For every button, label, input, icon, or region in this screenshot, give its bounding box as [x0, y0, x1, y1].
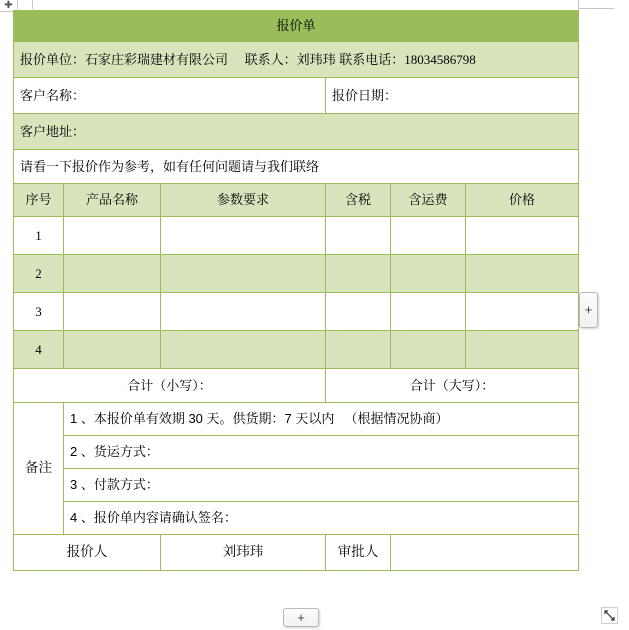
- quote-date-field[interactable]: 报价日期：: [326, 78, 579, 114]
- cell-spec[interactable]: [161, 331, 326, 369]
- supplier-row: [14, 42, 579, 78]
- approver-label: 审批人: [326, 535, 391, 571]
- cell-no[interactable]: 4: [14, 331, 64, 369]
- cell-name[interactable]: [64, 293, 161, 331]
- supplier-info-cell: [14, 42, 579, 78]
- cell-price[interactable]: [466, 293, 579, 331]
- customer-address-row: [14, 114, 579, 150]
- cell-name[interactable]: [64, 255, 161, 293]
- resize-corner-icon[interactable]: [601, 607, 618, 624]
- remark-row-4: [14, 502, 579, 535]
- product-header-row: [14, 184, 579, 217]
- quoter-value[interactable]: 刘玮玮: [161, 535, 326, 571]
- quotation-table: [13, 10, 579, 571]
- remark-line-2[interactable]: 2 、货运方式：: [64, 436, 579, 469]
- table-row: [14, 255, 579, 293]
- totals-row: [14, 369, 579, 403]
- table-row: [14, 331, 579, 369]
- ruler-guide-top: [578, 8, 614, 9]
- quoter-label: 报价人: [14, 535, 161, 571]
- column-header-name: 产品名称: [64, 184, 161, 217]
- remark-line-1[interactable]: 1 、本报价单有效期 30 天。供货期：7 天以内 （根据情况协商）: [64, 403, 579, 436]
- customer-date-row: [14, 78, 579, 114]
- remark-row-3: [14, 469, 579, 502]
- cell-price[interactable]: [466, 331, 579, 369]
- cell-tax[interactable]: [326, 217, 391, 255]
- cell-price[interactable]: [466, 217, 579, 255]
- cell-spec[interactable]: [161, 255, 326, 293]
- cell-name[interactable]: [64, 331, 161, 369]
- cell-no[interactable]: 1: [14, 217, 64, 255]
- cell-freight[interactable]: [391, 293, 466, 331]
- remarks-label: 备注: [14, 403, 64, 535]
- ruler-tick-left: [32, 0, 33, 9]
- column-header-tax: 含税: [326, 184, 391, 217]
- cell-price[interactable]: [466, 255, 579, 293]
- cell-freight[interactable]: [391, 217, 466, 255]
- cell-tax[interactable]: [326, 255, 391, 293]
- cell-tax[interactable]: [326, 293, 391, 331]
- cell-spec[interactable]: [161, 217, 326, 255]
- column-header-price: 价格: [466, 184, 579, 217]
- table-row: [14, 217, 579, 255]
- page-title: 报价单: [14, 11, 579, 42]
- cell-no[interactable]: 2: [14, 255, 64, 293]
- column-header-no: 序号: [14, 184, 64, 217]
- customer-name-field[interactable]: 客户名称：: [14, 78, 326, 114]
- add-row-button[interactable]: +: [283, 608, 319, 627]
- remark-row-2: [14, 436, 579, 469]
- approver-value[interactable]: [391, 535, 579, 571]
- intro-note-row: [14, 150, 579, 184]
- table-row: [14, 293, 579, 331]
- cell-spec[interactable]: [161, 293, 326, 331]
- remark-line-3[interactable]: 3 、付款方式：: [64, 469, 579, 502]
- intro-note-text: 请看一下报价作为参考，如有任何问题请与我们联络: [14, 150, 579, 184]
- total-uppercase-field[interactable]: 合计（大写）：: [326, 369, 579, 403]
- supplier-text: 报价单位：石家庄彩瑞建材有限公司 联系人：刘玮玮 联系电话：: [20, 51, 405, 67]
- signature-row: [14, 535, 579, 571]
- add-column-button[interactable]: +: [579, 292, 598, 328]
- customer-address-field[interactable]: 客户地址：: [14, 114, 579, 150]
- title-row: [14, 11, 579, 42]
- cell-tax[interactable]: [326, 331, 391, 369]
- move-handle-icon[interactable]: ✚: [0, 0, 18, 12]
- ruler-tick-right: [578, 0, 579, 8]
- column-header-freight: 含运费: [391, 184, 466, 217]
- total-lowercase-field[interactable]: 合计（小写）：: [14, 369, 326, 403]
- cell-freight[interactable]: [391, 331, 466, 369]
- remark-row-1: [14, 403, 579, 436]
- cell-name[interactable]: [64, 217, 161, 255]
- supplier-phone: 18034586798: [404, 51, 476, 67]
- remark-line-4[interactable]: 4 、报价单内容请确认签名：: [64, 502, 579, 535]
- cell-freight[interactable]: [391, 255, 466, 293]
- column-header-spec: 参数要求: [161, 184, 326, 217]
- cell-no[interactable]: 3: [14, 293, 64, 331]
